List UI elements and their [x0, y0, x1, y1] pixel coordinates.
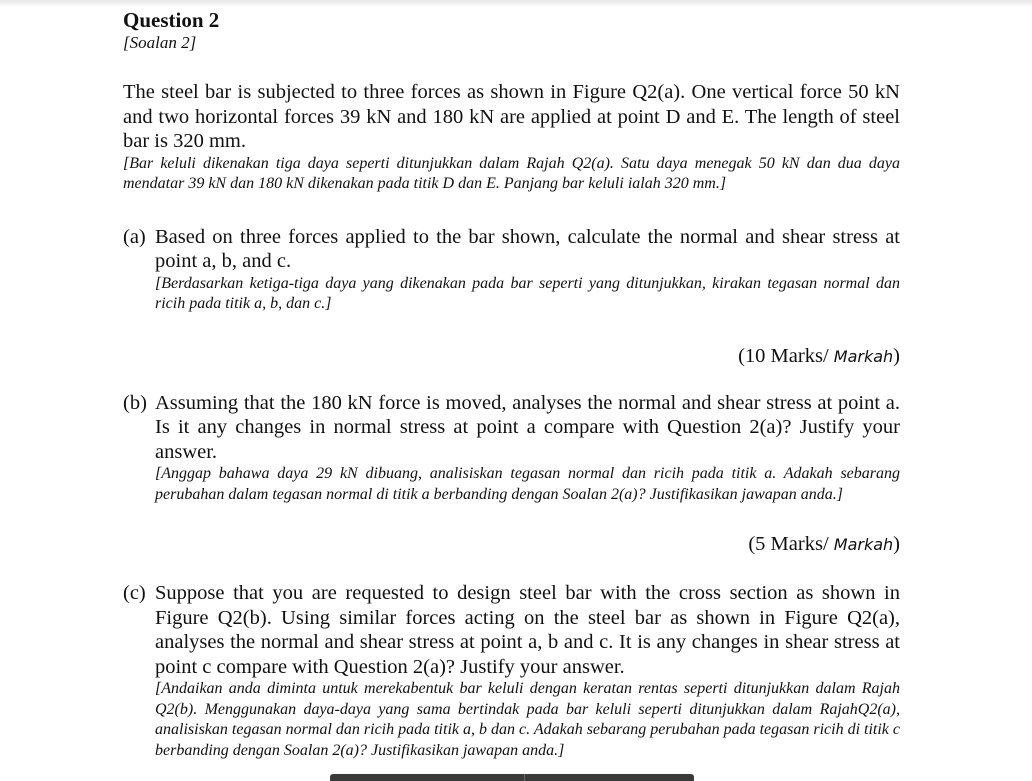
part-b	[123, 391, 900, 506]
part-c-text-ms: [Andaikan anda diminta untuk merekabentuk bar keluli dengan keratan rentas seperti ditunjukkan dalam Rajah Q2(b). Menggunakan daya-daya yang sama bertindak pada bar keluli seperti ditunjukkan dalam RajahQ2(a), analisiskan tegasan normal dan ricih pada titik a, b dan c. Adakah sebarang perubahan pada tegasan ricih di titik c berbanding dengan Soalan 2(a)? Justifikasikan jawapan anda.]	[155, 680, 900, 759]
question-subtitle: [Soalan 2]	[123, 33, 197, 52]
part-a-text-ms: [Berdasarkan ketiga-tiga daya yang dikenakan pada bar seperti yang ditunjukkan, kirakan tegasan normal dan ricih pada titik a, b, dan c.]	[155, 274, 900, 312]
part-b-marks	[123, 532, 900, 557]
toolbar-divider	[524, 774, 525, 781]
intro-text-ms: [Bar keluli dikenakan tiga daya seperti ditunjukkan dalam Rajah Q2(a). Satu daya menegak 50 kN dan dua daya mendatar 39 kN dan 180 kN dikenakan pada titik D dan E. Panjang bar keluli ialah 320 mm.]	[123, 154, 900, 192]
part-b-marks-en: (5 Marks/	[748, 533, 834, 555]
question-title: Question 2	[123, 8, 220, 32]
part-b-marks-ms: Markah	[833, 535, 894, 554]
part-b-label: (b)	[123, 391, 147, 414]
part-c	[123, 581, 900, 761]
part-a-label: (a)	[123, 225, 146, 248]
part-b-marks-close: )	[893, 533, 900, 555]
viewer-top-edge	[0, 0, 1032, 7]
document-page	[123, 8, 900, 761]
part-a-marks	[123, 344, 900, 369]
part-c-text-en: Suppose that you are requested to design steel bar with the cross section as shown in Figure Q2(b). Using similar forces acting on the steel bar as shown in Figure Q2(a), analyses the normal and shear stress at point a, b and c. It is any changes in shear stress at point c compare with Question 2(a)? Justify your answer.	[155, 582, 900, 678]
viewer-page-toolbar[interactable]	[330, 774, 694, 781]
part-b-text-ms: [Anggap bahawa daya 29 kN dibuang, analisiskan tegasan normal dan ricih pada titik a. Adakah sebarang perubahan dalam tegasan normal di titik a berbanding dengan Soalan 2(a)? Justifikasikan jawapan anda.]	[155, 465, 900, 503]
part-b-text-en: Assuming that the 180 kN force is moved, analyses the normal and shear stress at point a. Is it any changes in normal stress at point a compare with Question 2(a)? Justify your answer.	[155, 391, 900, 463]
intro-text-en: The steel bar is subjected to three forces as shown in Figure Q2(a). One vertical force 50 kN and two horizontal forces 39 kN and 180 kN are applied at point D and E. The length of steel bar is 320 mm.	[123, 81, 900, 152]
part-a-text-en: Based on three forces applied to the bar shown, calculate the normal and shear stress at point a, b, and c.	[155, 225, 900, 272]
part-a	[123, 225, 900, 315]
part-a-marks-close: )	[893, 344, 900, 367]
part-a-marks-en: (10 Marks/	[738, 344, 834, 367]
part-a-marks-ms: Markah	[833, 346, 894, 366]
part-c-label: (c)	[123, 582, 146, 604]
